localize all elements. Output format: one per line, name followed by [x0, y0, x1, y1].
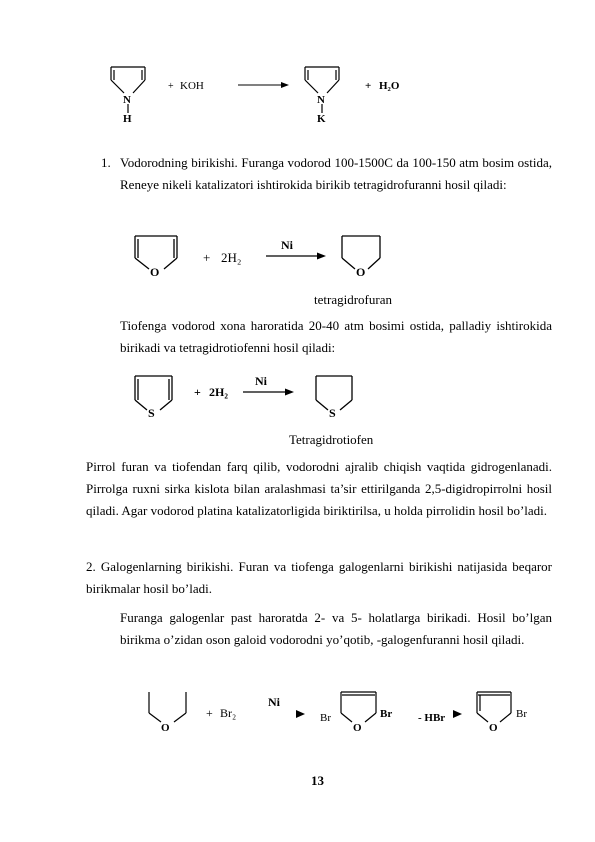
thf-o-atom: O	[356, 265, 366, 279]
paragraph-thiophene-hydrogenation: Tiofenga vodorod xona haroratida 20-40 atm bosimi ostida, palladiy ishtirokida birikadi va tetragidrotiofenni hosil qiladi:	[120, 318, 552, 355]
pyrrole-n-atom: N	[123, 94, 131, 106]
h2-reagent: 2H₂	[209, 385, 228, 399]
paragraph-hydrogen-addition: Vodorodning birikishi. Furanga vodorod 100-1500C da 100-150 atm bosim ostida, Reneye nikeli katalizatori ishtirokida birikib tetragidrofuranni hosil qiladi:	[120, 155, 552, 192]
ni-catalyst-label: Ni	[268, 695, 280, 709]
bromofuran-br-atom: Br	[516, 708, 527, 720]
page-number: 13	[311, 773, 324, 788]
furan-structure	[135, 236, 177, 269]
arrow-head-2	[453, 710, 462, 718]
water-product: H₂O	[379, 80, 400, 92]
tht-s-atom: S	[329, 406, 336, 420]
furan-o-atom: O	[150, 265, 160, 279]
pyrrolide-structure	[305, 67, 339, 113]
list-number-1: 1.	[101, 155, 111, 170]
koh-reagent: KOH	[180, 80, 204, 92]
arrow-head-1	[296, 710, 305, 718]
caption-tetrahydrofuran: tetragidrofuran	[314, 292, 392, 307]
furan-o-atom: O	[161, 722, 170, 734]
intermediate-o-atom: O	[353, 722, 362, 734]
paragraph-furan-halogenation: Furanga galogenlar past haroratda 2- va 5- holatlarga birikadi. Hosil bo’lgan birikma o’zidan oson galoid vodorodni yo’qotib, -galogenfuranni hosil qiladi.	[120, 610, 552, 647]
bromofuran-o-atom: O	[489, 722, 498, 734]
br2-reagent: Br₂	[220, 706, 237, 720]
water-plus-sign: +	[365, 80, 372, 92]
reaction-arrow	[266, 253, 326, 260]
paragraph-halogen-addition: 2. Galogenlarning birikishi. Furan va tiofenga galogenlarni birikishi natijasida beqaror birikmalar hosil bo’ladi.	[86, 559, 552, 596]
br2-plus-sign: +	[206, 706, 213, 720]
thiophene-structure	[135, 376, 172, 410]
pyrrole-h-atom: H	[123, 113, 132, 125]
pyrrolide-n-atom: N	[317, 94, 325, 106]
h2-reagent: 2H₂	[221, 250, 242, 265]
caption-tetrahydrothiophene: Tetragidrotiofen	[289, 432, 374, 447]
bromofuran-structure	[477, 692, 511, 722]
dibromo-intermediate-structure	[341, 692, 376, 722]
hbr-elimination-label: - HBr	[418, 712, 446, 724]
reaction-arrow	[243, 389, 294, 396]
pyrrole-structure	[111, 67, 145, 113]
ni-catalyst-label: Ni	[255, 374, 267, 388]
intermediate-br-right: Br	[380, 708, 393, 720]
ni-catalyst-label: Ni	[281, 238, 293, 252]
intermediate-br-left: Br	[320, 712, 331, 724]
pyrrolide-k-atom: K	[317, 113, 326, 125]
tetrahydrothiophene-structure	[316, 376, 352, 410]
furan-structure	[149, 692, 186, 722]
reaction-arrow	[238, 82, 289, 88]
h2-plus-sign: +	[203, 250, 211, 265]
paragraph-pyrrole-hydrogenation: Pirrol furan va tiofendan farq qilib, vodorodni ajralib chiqish vaqtida gidrogenlanadi. Pirrolga ruxni sirka kislota bilan aralashmasi ta’sir ettirilganda 2,5-digidropirrolni hosil qiladi. Agar vodorod platina katalizatorligida biriktirilsa, u holda pirrolidin hosil bo’ladi.	[86, 459, 552, 518]
reagent-plus-sign: +	[168, 81, 174, 92]
tetrahydrofuran-structure	[342, 236, 380, 269]
h2-plus-sign: +	[194, 385, 201, 399]
thiophene-s-atom: S	[148, 406, 155, 420]
